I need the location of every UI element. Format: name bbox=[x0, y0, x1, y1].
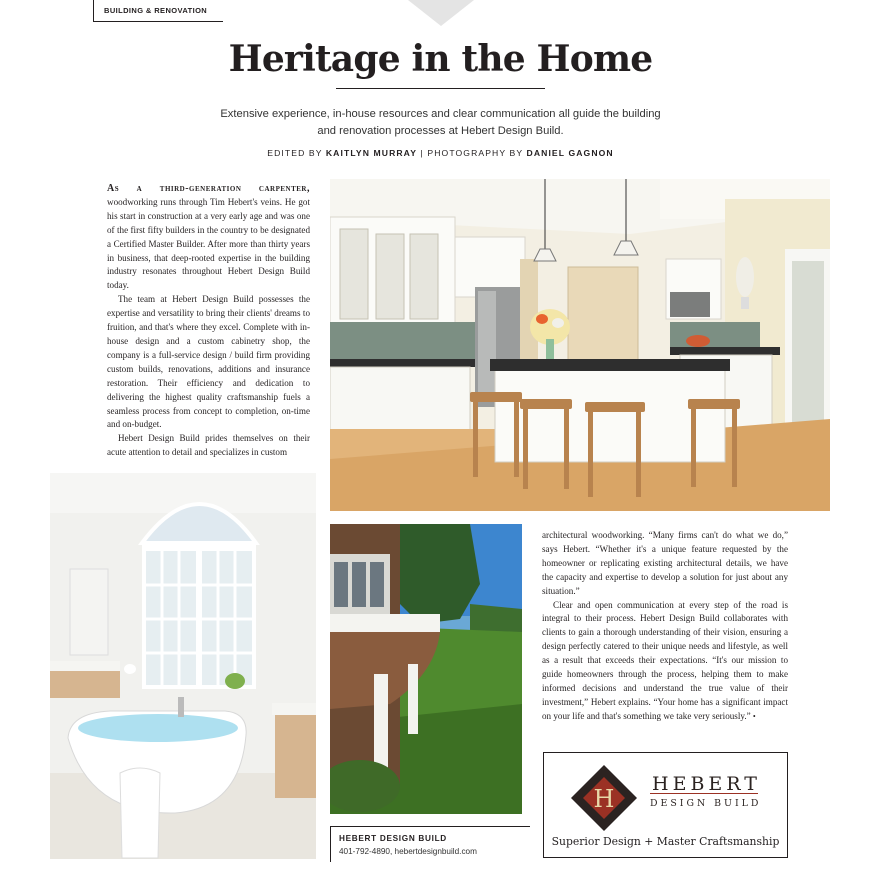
body-paragraph: Hebert Design Build prides themselves on their acute attention to detail and specializes in custom bbox=[107, 433, 310, 458]
body-paragraph bbox=[542, 599, 788, 724]
exterior-photo bbox=[330, 524, 522, 814]
end-mark: • bbox=[752, 711, 756, 721]
subhead: Extensive experience, in-house resources and clear communication all guide the building and renovation processes at Hebert Design Build. bbox=[220, 108, 661, 137]
ad-company-subtitle: DESIGN BUILD bbox=[650, 798, 762, 809]
top-notch-decoration bbox=[408, 0, 474, 26]
body-column-right bbox=[542, 529, 788, 724]
ad-tagline: Superior Design + Master Craftsmanship bbox=[551, 835, 780, 848]
body-paragraph: The team at Hebert Design Build possesses the expertise and versatility to bring their clients' dreams to fruition, and that's where they excel. Complete with in-house design and a custom cabinetry shop, the company is a full-service design / build firm providing custom builds, renovations, additions and insurance restoration. Their efficiency and dedication to delivering the highest quality craftsmanship fuels a seamless process from concept to completion, on-time and on-budget. bbox=[107, 294, 310, 430]
contact-name: HEBERT DESIGN BUILD bbox=[339, 834, 447, 843]
credits-line bbox=[0, 148, 881, 158]
body-text: woodworking runs through Tim Hebert's veins. He got his start in construction at a very early age and was one of the first fifty builders in the country to be designated a Certified Master Builder. After more than thirty years in business, that deep-rooted expertise in the building industry resonates throughout Hebert Design Build today. bbox=[107, 196, 310, 291]
diamond-logo-icon bbox=[569, 763, 639, 833]
body-text: Clear and open communication at every step of the road is integral to their process. Hebert Design Build collaborates with clients to gain a thorough understanding of their vision, ensuring a design perfectly catered to their unique needs and lifestyle, as well as a result that exceeds their expectations. “It's our mission to guide homeowners through the process, helping them to make informed decisions and understand the true value of their investment,” Hebert explains. “Your home has a significant impact on your life and that's something we take very seriously.” bbox=[542, 599, 788, 721]
contact-box bbox=[330, 826, 530, 862]
credits-edited-prefix: EDITED BY bbox=[267, 148, 323, 158]
headline: Heritage in the Home bbox=[228, 38, 653, 80]
ad-company-name: HEBERT bbox=[652, 773, 761, 795]
body-paragraph: architectural woodworking. “Many firms can't do what we do,” says Hebert. “Whether it's a unique feature requested by the homeowner or replicating existing architectural details, we have the capacity and expertise to develop a solution for just about any situation.” bbox=[542, 530, 788, 596]
body-paragraph bbox=[107, 182, 310, 293]
credits-photographer: DANIEL GAGNON bbox=[526, 148, 614, 158]
bathroom-photo bbox=[50, 473, 316, 859]
logo-monogram: H bbox=[593, 785, 615, 813]
advertisement bbox=[543, 752, 788, 858]
headline-rule bbox=[336, 88, 545, 89]
credits-photo-prefix: PHOTOGRAPHY BY bbox=[427, 148, 524, 158]
section-label: BUILDING & RENOVATION bbox=[93, 0, 223, 22]
kitchen-photo bbox=[330, 179, 830, 511]
body-column-left bbox=[107, 182, 310, 460]
credits-separator: | bbox=[420, 148, 424, 158]
lead-in: As a third-generation carpenter, bbox=[107, 183, 310, 194]
contact-info: 401-792-4890, hebertdesignbuild.com bbox=[339, 847, 477, 856]
credits-editor: KAITLYN MURRAY bbox=[325, 148, 418, 158]
